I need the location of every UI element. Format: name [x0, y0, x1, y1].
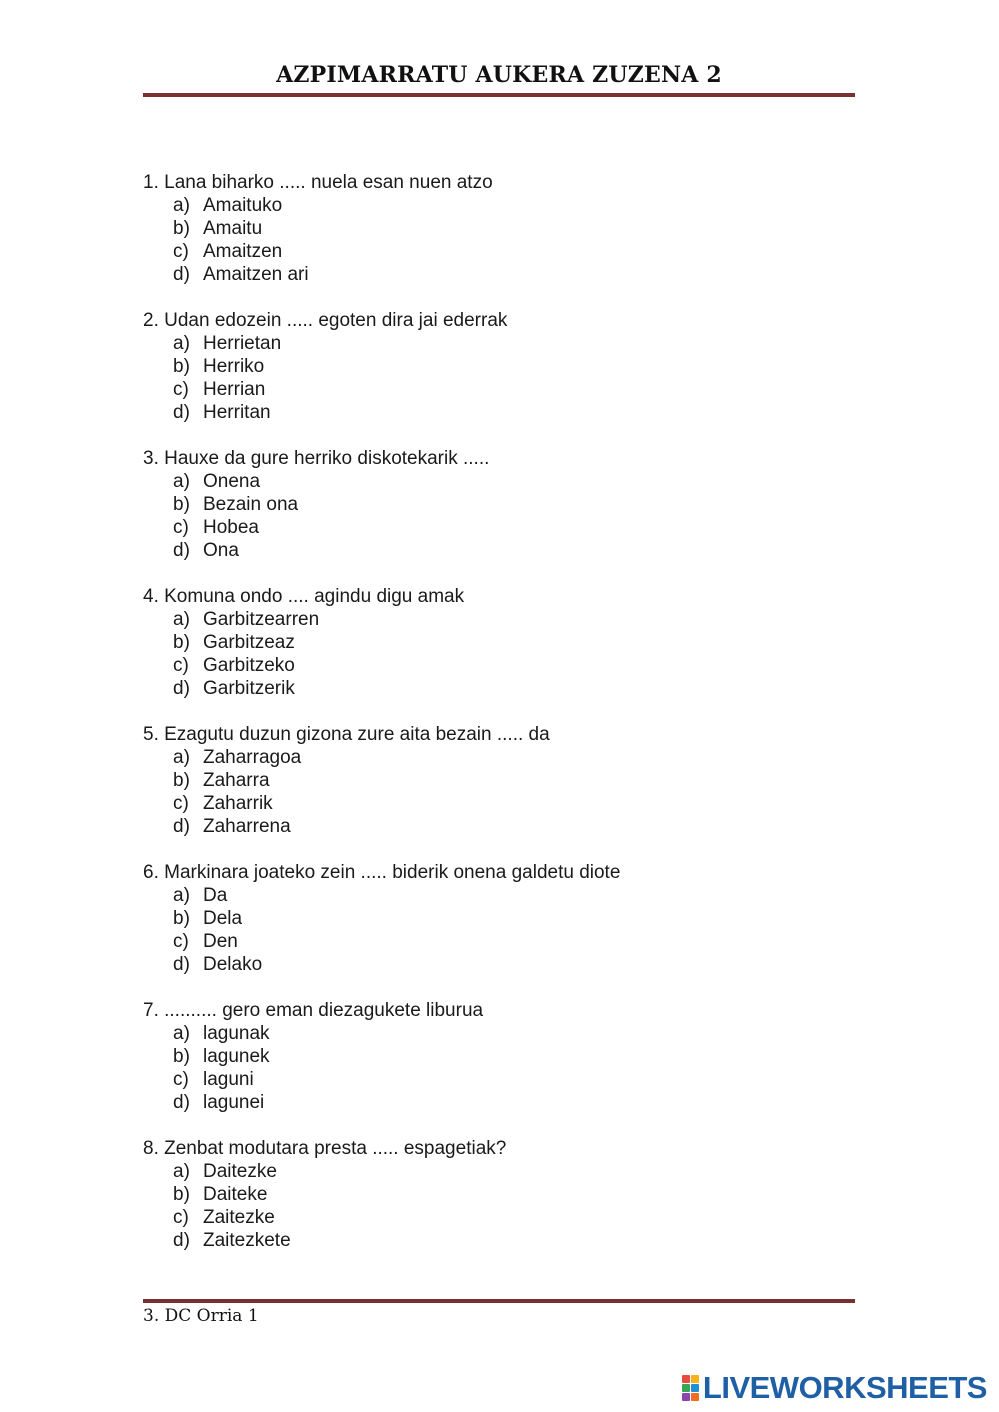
option-b[interactable] [143, 907, 855, 930]
option-c[interactable] [143, 792, 855, 815]
option-b[interactable] [143, 769, 855, 792]
option-label: Zaharrik [203, 793, 273, 815]
option-d[interactable] [143, 1229, 855, 1252]
option-label: Bezain ona [203, 494, 299, 516]
option-d[interactable] [143, 815, 855, 838]
option-d[interactable] [143, 401, 855, 424]
option-a[interactable] [143, 332, 855, 355]
option-label: Amaitzen ari [203, 264, 309, 286]
option-letter: a) [173, 333, 190, 355]
question-2 [143, 309, 855, 424]
option-label: Garbitzeaz [203, 632, 295, 654]
option-b[interactable] [143, 1183, 855, 1206]
option-letter: b) [173, 218, 190, 240]
option-d[interactable] [143, 539, 855, 562]
question-8 [143, 1137, 855, 1252]
option-label: Herrietan [203, 333, 282, 355]
option-c[interactable] [143, 930, 855, 953]
option-b[interactable] [143, 217, 855, 240]
option-d[interactable] [143, 953, 855, 976]
option-letter: b) [173, 1046, 190, 1067]
footer-divider [143, 1299, 855, 1303]
option-label: Ona [203, 540, 239, 562]
question-text: 5. Ezagutu duzun gizona zure aita bezain ..... da [143, 723, 550, 745]
option-label: lagunei [203, 1092, 265, 1114]
option-letter: a) [173, 195, 190, 217]
liveworksheets-logo [682, 1369, 987, 1407]
question-text: 4. Komuna ondo .... agindu digu amak [143, 585, 465, 607]
option-c[interactable] [143, 654, 855, 677]
question-text: 6. Markinara joateko zein ..... biderik onena galdetu diote [143, 861, 621, 883]
option-label: Zaitezkete [203, 1230, 291, 1252]
option-label: Herriko [203, 356, 265, 378]
option-letter: a) [173, 1160, 190, 1182]
option-label: Amaitzen [203, 241, 283, 263]
option-letter: d) [173, 1230, 190, 1252]
question-7 [143, 999, 855, 1114]
option-c[interactable] [143, 378, 855, 401]
option-label: Amaituko [203, 195, 283, 217]
title-divider [143, 93, 855, 97]
option-letter: b) [173, 356, 190, 378]
option-letter: d) [173, 540, 190, 562]
option-label: Zaharrena [203, 816, 291, 838]
option-label: Amaitu [203, 218, 263, 240]
option-letter: a) [173, 884, 190, 906]
option-label: Zaharragoa [203, 746, 302, 768]
option-letter: a) [173, 1022, 190, 1044]
option-label: lagunak [203, 1022, 270, 1044]
option-label: Zaharra [203, 770, 270, 792]
option-a[interactable] [143, 884, 855, 907]
option-letter: c) [173, 1069, 189, 1091]
question-text: 3. Hauxe da gure herriko diskotekarik ..... [143, 447, 490, 469]
option-label: Garbitzearren [203, 609, 320, 630]
option-label: Da [203, 884, 228, 906]
option-label: Garbitzerik [203, 678, 295, 700]
option-a[interactable] [143, 194, 855, 217]
option-d[interactable] [143, 263, 855, 286]
option-c[interactable] [143, 1068, 855, 1091]
option-label: Herritan [203, 402, 271, 424]
option-letter: d) [173, 954, 190, 976]
option-b[interactable] [143, 631, 855, 654]
question-text: 8. Zenbat modutara presta ..... espagetiak? [143, 1137, 507, 1159]
option-a[interactable] [143, 470, 855, 493]
page-footer: 3. DC Orria 1 [143, 1306, 259, 1326]
option-letter: d) [173, 816, 190, 838]
option-label: lagunek [203, 1046, 270, 1067]
option-a[interactable] [143, 1160, 855, 1183]
question-list [143, 171, 855, 1275]
question-text: 7. .......... gero eman diezagukete liburua [143, 999, 484, 1021]
option-c[interactable] [143, 516, 855, 539]
question-6 [143, 861, 855, 976]
option-letter: d) [173, 678, 190, 700]
option-label: Den [203, 931, 238, 953]
option-b[interactable] [143, 355, 855, 378]
question-text: 2. Udan edozein ..... egoten dira jai ederrak [143, 309, 508, 331]
option-b[interactable] [143, 1045, 855, 1068]
option-label: Daiteke [203, 1183, 268, 1205]
option-letter: c) [173, 517, 189, 539]
option-label: Herrian [203, 379, 266, 401]
option-d[interactable] [143, 1091, 855, 1114]
option-label: Garbitzeko [203, 655, 295, 677]
page-title: AZPIMARRATU AUKERA ZUZENA 2 [276, 62, 722, 88]
option-d[interactable] [143, 677, 855, 700]
option-letter: a) [173, 471, 190, 493]
option-letter: b) [173, 1183, 190, 1205]
option-letter: d) [173, 1092, 190, 1114]
option-letter: b) [173, 632, 190, 654]
option-letter: c) [173, 379, 189, 401]
option-letter: c) [173, 931, 189, 953]
option-letter: a) [173, 609, 190, 630]
option-label: Zaitezke [203, 1207, 275, 1229]
question-1 [143, 171, 855, 286]
option-letter: c) [173, 655, 189, 677]
option-letter: b) [173, 770, 190, 792]
question-4 [143, 585, 855, 700]
option-label: Hobea [203, 517, 259, 539]
option-label: Onena [203, 471, 261, 493]
liveworksheets-mark-icon [682, 1375, 699, 1401]
option-letter: a) [173, 746, 190, 768]
option-c[interactable] [143, 1206, 855, 1229]
option-label: Dela [203, 908, 243, 930]
option-letter: c) [173, 793, 189, 815]
option-letter: b) [173, 908, 190, 930]
option-c[interactable] [143, 240, 855, 263]
option-label: Daitezke [203, 1160, 277, 1182]
question-text: 1. Lana biharko ..... nuela esan nuen atzo [143, 172, 493, 193]
option-letter: c) [173, 1207, 189, 1229]
option-letter: d) [173, 402, 190, 424]
option-a[interactable] [143, 608, 855, 631]
brand-name: LIVEWORKSHEETS [702, 1370, 987, 1405]
option-letter: d) [173, 264, 190, 286]
option-label: laguni [203, 1069, 254, 1091]
question-5 [143, 723, 855, 838]
option-a[interactable] [143, 1022, 855, 1045]
question-3 [143, 447, 855, 562]
option-label: Delako [203, 954, 263, 976]
option-b[interactable] [143, 493, 855, 516]
option-letter: c) [173, 241, 189, 263]
option-a[interactable] [143, 746, 855, 769]
option-letter: b) [173, 494, 190, 516]
